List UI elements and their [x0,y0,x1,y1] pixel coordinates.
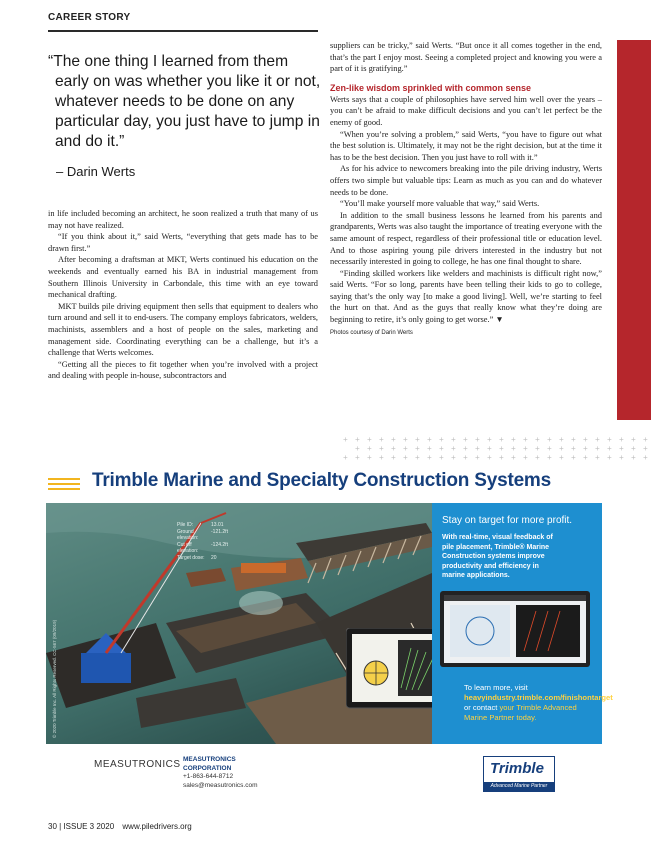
body-paragraph: “When you’re solving a problem,” said Werts, “you have to figure out what the best solution is. Ultimately, it may not be the right decision, but at the time it has to be the best decision. Then you just have to roll with it.” [330,129,602,162]
right-column [330,40,602,339]
cta-link[interactable]: heavyindustry.trimble.com/finishontarget [464,693,613,702]
plus-pattern: + + + + + + + + + + + + + + + + + + + + + + + + + + + + + + + + + + + + + + + + + + + + + + + + + + + + + + + + + + + + + + + + + + + + + + + + + + + + + [343,436,650,463]
body-paragraph: In addition to the small business lessons he learned from his parents and grandparents, Werts was also taught the importance of treating everyone with the same amount of respect, regardless of their professional title or education level. And to those aspiring young pile drivers interested in the industry but not necessarily interested in going to college, he has one final thought to share. [330,210,602,267]
body-paragraph: “Finding skilled workers like welders and machinists is difficult right now,” said Werts. “For so long, parents have been telling their kids to go to college, saying that’s the only way [to make a good living]. Well, we’re starting to feel the hurt on that. And as the guys that really know what they’re doing are beginning to retire, it’s only going to get worse.” ▼ [330,268,602,325]
body-paragraph: As for his advice to newcomers breaking into the pile driving industry, Werts offers two simple but valuable tips: Learn as much as you can and do whatever needs to be done. [330,164,602,197]
caption-row: Pile ID: 13.01 [177,522,224,528]
company-name-line2: CORPORATION [183,764,232,772]
site-url[interactable]: www.piledrivers.org [122,822,192,831]
trimble-logo [483,756,555,792]
ad-panel [432,503,613,744]
caption-row: Ground elevation: -121.2ft [177,528,228,541]
company-name: MEASUTRONICS [183,756,236,763]
tablet-screen-illustration [440,591,595,671]
folio-separator: | [59,822,64,831]
left-column [48,208,318,382]
body-paragraph: “Getting all the pieces to fit together when you’re involved with a project and dealing with people in-house, subcontractors and [48,359,318,381]
measutronics-info [183,756,258,790]
cta-partner: your Trimble Advanced Marine Partner today. [464,703,577,722]
photo-caption [177,522,228,561]
ad-accent-lines [48,478,80,493]
ad-body: With real-time, visual feedback of pile placement, Trimble® Marine Construction systems improve productivity and efficiency in marine applications. [442,534,553,579]
caption-row: Target dose: 20 [177,554,217,561]
body-paragraph: After becoming a draftsman at MKT, Werts continued his education on the weekends and eventually earned his BA in industrial management from Southern Illinois University in Carbondale, this time with an eye toward mechanical drafting. [48,255,318,300]
photo-copyright: © 2020 Trimble Inc. All Rights Reserved. CC-567 (09/2019) [52,619,57,738]
cta-prefix: To learn more, visit [464,683,528,692]
body-paragraph: MKT builds pile driving equipment then sells that equipment to dealers who turn around and sell it to end-users. The company employs fabricators, welders, machinists, assemblers and a host of people on the sales, marketing and management side. Coordinating everything can be a challenge, but it’s a challenge that Werts welcomes. [48,301,318,358]
subhead: Zen-like wisdom sprinkled with common sense [330,82,532,93]
trimble-partner-banner: Advanced Marine Partner [484,782,554,791]
pull-quote [48,52,322,182]
ad-headline: Stay on target for more profit. [442,515,573,526]
caption-row: Cut off elevation: -124.2ft [177,541,228,554]
body-paragraph: “If you think about it,” said Werts, “everything that gets made has to be drawn first.” [48,232,318,253]
photo-credit: Photos courtesy of Darin Werts [330,329,413,336]
section-label: CAREER STORY [48,12,131,23]
top-rule [48,30,318,32]
issue-label: ISSUE 3 2020 [63,822,115,831]
body-paragraph: in life included becoming an architect, he soon realized a truth that many of us may not have realized. [48,209,318,230]
red-page-tab [617,40,651,420]
control-screen-device [346,628,432,718]
body-paragraph: Werts says that a couple of philosophies have served him well over the years – you can’t be afraid to make difficult decisions and you can’t let perfect be the enemy of good. [330,94,602,127]
measutronics-logo: MEASUTRONICS [94,759,181,770]
cta-mid: or contact [464,703,498,712]
body-paragraph: “You’ll make yourself more valuable that way,” said Werts. [340,199,540,209]
pull-quote-attribution: – Darin Werts [56,164,136,179]
trimble-wordmark: Trimble [490,760,544,777]
company-phone: +1-863-644-8712 [183,773,234,780]
ad-photo [46,503,432,744]
pull-quote-text: “The one thing I learned from them early on was whether you like it or not, whatever needs to be done on any particular day, you just have to jump in and do it.” [48,53,321,150]
body-paragraph: suppliers can be tricky,” said Werts. “But once it all comes together in the end, that’s the part I enjoy most. Seeing a completed project and knowing you were a part of it is gratifying.” [330,41,602,74]
ad-title: Trimble Marine and Specialty Construction Systems [92,470,551,491]
company-email[interactable]: sales@measutronics.com [183,781,258,789]
page-folio [48,822,192,831]
page-number: 30 [48,822,57,831]
ad-cta [464,683,613,723]
